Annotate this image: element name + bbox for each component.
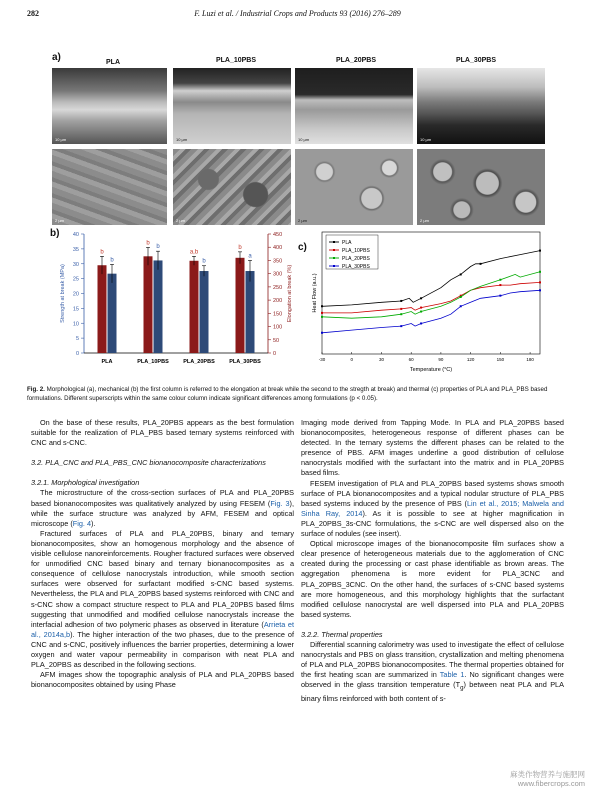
journal-citation: F. Luzi et al. / Industrial Crops and Products 93 (2016) 276–289 [194, 9, 401, 18]
link-fig3[interactable]: Fig. 3 [270, 498, 290, 508]
series-marker [460, 273, 462, 275]
left-p3: Fractured surfaces of PLA and PLA_20PBS, binary and ternary bionanocomposites, show an homogenous morphology and the absence of visible cellulose nanoreinforcements. Rougher fractured surfaces were observed for unmodified CNC based binary and ternary bionanocomposites as a consequence of cellulose nanocrystals introduction, while smooth section surfaces were observed for surfactant modified s-CNC based systems. Nevertheless, the PLA and PLA_20PBS based systems reinforced with CNC and s-CNC show a compact structure respect to PLA and PLA_20PBS based films suggesting that unmodified and modified cellulose nanocrystals increase the interfacial adhesion of two polymeric phases as observed in literature (Arrieta et al., 2014a,b). The higher interaction of the two phases, due to the presence of CNC and s-CNC, positively influences the barrier properties, determining a lower oxygen and water vapour permeability in comparison with neat PLA and PLA_20PBS as described in the following sections. [31, 528, 295, 670]
y2-tick-label: 450 [273, 232, 283, 238]
y2-tick-label: 400 [273, 245, 283, 252]
y-tick-label: 10 [72, 321, 79, 328]
y2-tick-label: 250 [273, 284, 283, 291]
significance-letter: b [238, 244, 242, 251]
legend-label: PLA_20PBS [342, 256, 370, 262]
series-marker [480, 263, 482, 265]
left-p4: AFM images show the topographic analysis of PLA and PLA_20PBS based bionanocomposites obtained by using Phase [31, 670, 294, 690]
series-marker [321, 312, 323, 314]
x-tick-label: 150 [496, 357, 505, 362]
left-p2: The microstructure of the cross-section surfaces of PLA and PLA_20PBS based bionanocomposites was qualitatively analyzed by using FESEM (Fig. 3), while the surface structure was analyzed by AFM, FESEM and optical microscope (Fig. 4). [31, 488, 294, 528]
legend-label: PLA_10PBS [342, 248, 370, 254]
y-tick-label: 5 [75, 336, 79, 343]
legend-marker [333, 249, 335, 251]
sem-image-pla10pbs-high: 2 µm [173, 149, 291, 225]
bar [108, 274, 117, 353]
y2-tick-label: 100 [273, 324, 283, 331]
x-tick-label: PLA_30PBS [229, 359, 261, 365]
right-column [301, 418, 564, 704]
right-p3: Optical microscope images of the bionanocomposite film surfaces show a clear presence of heterogeneous materials due to the agglomeration of CNC created during the processing or cast phase identifiable as brown areas. The aggregation phenomena is more evident for PLA_3CNC and PLA_20PBS_3CNC. On the other hand, the surfaces of s-CNC based systems are more homogeneous, and this morphology highlights that the surfactant modified cellulose nanocrystal are well dispersed into PLA and PLA_20PBS based systems. [301, 539, 564, 619]
caption-label: Fig. 2. [27, 386, 45, 393]
page-header [27, 9, 568, 23]
sem-image-pla20pbs-low: 10 µm [295, 68, 413, 144]
series-marker [400, 313, 402, 315]
right-p2: FESEM investigation of PLA and PLA_20PBS based systems shows smooth surface of PLA bionanocomposites and a typical nodular structure of PLA_PBS based systems induced by the presence of PBS (Lin et al., 2015; Malwela and Sinha Ray, 2014). As it is possible to see at higher magnification in PLA_20PBS_3s-CNC formulations, the s-CNC are well dispersed also on the surface of nodules (see insert). [301, 478, 564, 539]
series-marker [539, 271, 541, 273]
series-marker [499, 279, 501, 281]
panel-b-label: b) [50, 228, 60, 239]
bar [200, 271, 209, 353]
significance-letter: b [202, 258, 206, 265]
series-marker [420, 322, 422, 324]
significance-letter: b [146, 240, 150, 247]
x-tick-label: 30 [378, 357, 384, 362]
series-marker [321, 316, 323, 318]
series-line [322, 272, 540, 318]
series-marker [499, 295, 501, 297]
y-tick-label: 30 [72, 261, 79, 268]
link-arrieta[interactable]: Arrieta et al., 2014a,b [31, 619, 294, 639]
section-3-2-2-heading: 3.2.2. Thermal properties [301, 629, 383, 639]
x-tick-label: 90 [438, 357, 444, 362]
sem-image-pla-high: 2 µm [52, 149, 167, 225]
bar [236, 258, 245, 353]
x-tick-label: PLA_20PBS [183, 359, 215, 365]
x-tick-label: -30 [318, 357, 326, 362]
x-tick-label: PLA_10PBS [137, 359, 169, 365]
left-column [31, 418, 294, 690]
x-tick-label: 180 [526, 357, 534, 362]
series-marker [400, 300, 402, 302]
series-marker [321, 332, 323, 334]
series-marker [400, 308, 402, 310]
y2-tick-label: 300 [273, 271, 283, 278]
y-axis-title: Strength at break (MPa) [60, 264, 66, 323]
bar [190, 261, 199, 353]
series-line [322, 282, 540, 313]
sem-image-pla10pbs-low: 10 µm [173, 68, 291, 144]
series-marker [499, 284, 501, 286]
significance-letter: a,b [189, 249, 199, 256]
sem-image-pla-low: 10 µm [52, 68, 167, 144]
significance-letter: a [248, 253, 252, 260]
sem-column-pla30pbs: PLA_30PBS [455, 57, 497, 64]
caption-text: Morphological (a), mechanical (b) the first column is referred to the elongation at break while the second to the stregth at break) and thermal (c) properties of PLA and PLA_PBS based formulations. Different superscripts within the same colour column indicate significant differences among formulations (p < 0.05). [27, 386, 548, 402]
sem-column-pla20pbs: PLA_20PBS [335, 57, 377, 64]
legend-label: PLA_30PBS [342, 264, 370, 270]
legend-marker [333, 241, 335, 243]
y-tick-label: 20 [72, 291, 79, 298]
legend-marker [333, 265, 335, 267]
y2-tick-label: 0 [273, 351, 277, 357]
series-marker [420, 297, 422, 299]
bar [98, 265, 107, 353]
figure-2 [46, 52, 548, 384]
legend-label: PLA [342, 240, 352, 246]
dsc-line-chart [308, 228, 548, 384]
section-3-2-heading: 3.2. PLA_CNC and PLA_PBS_CNC bionanocomposite characterizations [31, 458, 266, 468]
series-marker [321, 305, 323, 307]
y2-axis-title: Elongation at break (%) [287, 264, 293, 323]
y2-tick-label: 50 [273, 337, 280, 344]
y-axis-title: Heat Flow (a.u.) [312, 273, 318, 313]
left-p1: On the base of these results, PLA_20PBS appears as the best formulation suitable for the realization of PLA_PBS based ternary systems reinforced with CNC and s-CNC. [31, 418, 294, 448]
link-table1[interactable]: Table 1 [439, 670, 465, 680]
x-tick-label: 0 [350, 357, 353, 362]
y-tick-label: 0 [75, 351, 79, 357]
bar [154, 260, 163, 353]
link-lin-malwela[interactable]: Lin et al., 2015; Malwela and Sinha Ray, 2014 [301, 498, 564, 518]
y2-tick-label: 350 [273, 258, 283, 265]
sem-image-pla30pbs-low: 10 µm [417, 68, 545, 144]
series-line [322, 290, 540, 333]
sem-column-pla: PLA [106, 59, 120, 66]
series-marker [420, 311, 422, 313]
series-marker [539, 281, 541, 283]
series-marker [539, 289, 541, 291]
x-tick-label: 60 [408, 357, 414, 362]
y2-tick-label: 200 [273, 298, 283, 305]
y-tick-label: 15 [72, 306, 79, 313]
watermark: 麻类作物营养与施肥网 www.fibercrops.com [510, 770, 585, 788]
y-tick-label: 40 [72, 232, 79, 238]
right-p1: Imaging mode derived from Tapping Mode. In PLA and PLA_20PBS based bionanocomposites, heterogeneous response of different phases can be detected. In the ternary systems the different phases can be related to the presence of PBS. AFM images underline a good distribution of cellulose nanocrystals modified with the surfactant into the matrix and in PLA_20PBS based films. [301, 418, 564, 478]
series-marker [460, 305, 462, 307]
figure-caption [27, 386, 568, 403]
significance-letter: b [110, 257, 114, 264]
legend-marker [333, 257, 335, 259]
series-marker [460, 296, 462, 298]
y-tick-label: 35 [72, 246, 79, 253]
x-axis-title: Temperature (°C) [409, 367, 453, 373]
sem-image-pla30pbs-high: 2 µm [417, 149, 545, 225]
x-tick-label: 120 [466, 357, 475, 362]
sem-column-pla10pbs: PLA_10PBS [215, 57, 257, 64]
y-tick-label: 25 [72, 276, 79, 283]
y2-tick-label: 150 [273, 311, 283, 318]
series-marker [420, 307, 422, 309]
sem-image-pla20pbs-high: 2 µm [295, 149, 413, 225]
series-marker [400, 325, 402, 327]
page-number: 282 [27, 9, 39, 18]
mechanical-bar-chart [46, 228, 296, 378]
section-3-2-1-heading: 3.2.1. Morphological investigation [31, 478, 140, 488]
significance-letter: b [156, 244, 160, 251]
bar [246, 271, 255, 353]
bar [144, 256, 153, 353]
panel-a-label: a) [52, 52, 61, 63]
significance-letter: b [100, 249, 104, 256]
x-tick-label: PLA [101, 359, 113, 365]
link-fig4[interactable]: Fig. 4 [72, 518, 92, 528]
series-marker [539, 250, 541, 252]
panel-c-label: c) [298, 242, 307, 253]
right-p4: Differential scanning calorimetry was used to investigate the effect of cellulose nanocrystals and PBS on glass transition, crystallization and melting phenomena of PLA and PLA_20PBS bionanocomposites. The thermal properties obtained for the first heating scan are summarized in Table 1. No significant changes were observed in the glass transition temperature $(T_g)$ between neat PLA and PLA binary films reinforced with both content of s- [301, 639, 564, 703]
